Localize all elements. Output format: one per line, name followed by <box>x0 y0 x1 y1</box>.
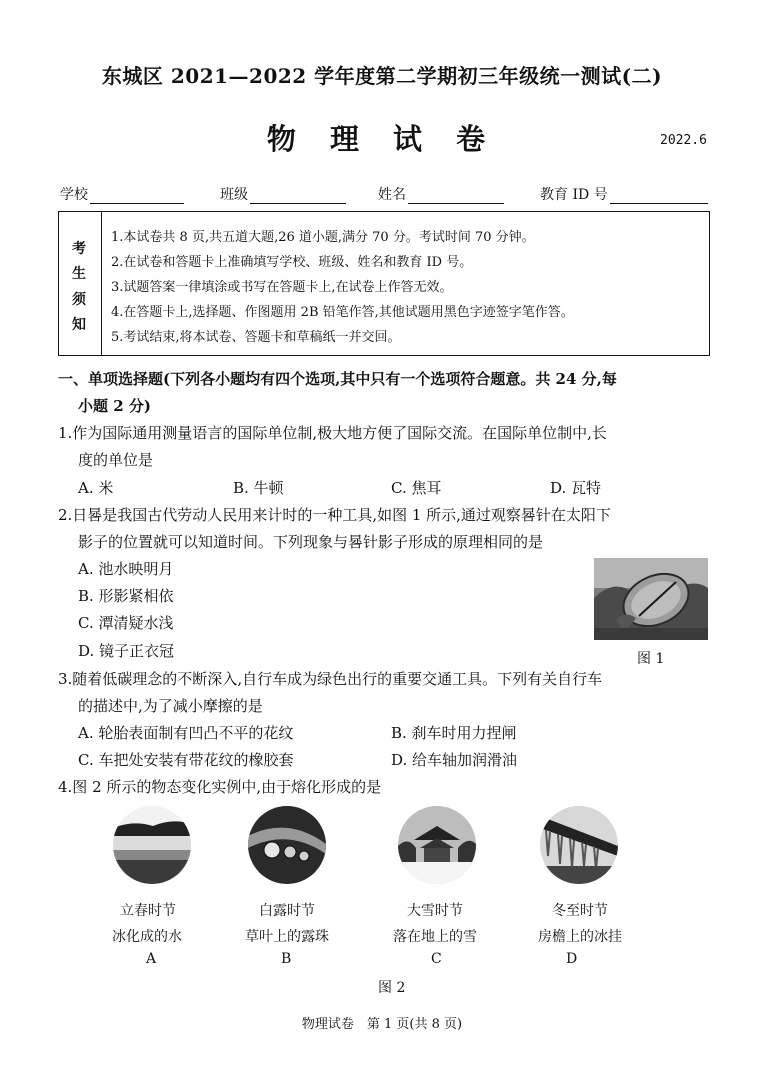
question-3-text: 3.随着低碳理念的不断深入,自行车成为绿色出行的重要交通工具。下列有关自行车 <box>58 670 603 688</box>
notice-item: 4.在答题卡上,选择题、作图题用 2B 铅笔作答,其他试题用黑色字迹签字笔作答。 <box>111 305 574 320</box>
class-field[interactable] <box>220 184 346 204</box>
exam-subtitle: 物 理 试 卷 <box>266 122 498 156</box>
section-heading-cont: 小题 2 分) <box>78 397 151 415</box>
name-field[interactable] <box>378 184 504 204</box>
notice-item: 1.本试卷共 8 页,共五道大题,26 道小题,满分 70 分。考试时间 70 分钟。 <box>111 230 535 245</box>
class-label: 班级 <box>220 187 248 203</box>
exam-date: 2022.6 <box>660 133 707 148</box>
pic-a-caption-1: 立春时节 <box>120 903 176 919</box>
question-4-text: 4.图 2 所示的物态变化实例中,由于熔化形成的是 <box>58 778 382 796</box>
pic-d-caption-1: 冬至时节 <box>552 903 608 919</box>
q1-option-b[interactable]: B. 牛顿 <box>233 479 284 497</box>
sundial-photo <box>594 558 708 640</box>
school-blank[interactable] <box>90 188 184 204</box>
notice-label-char: 考 <box>72 241 86 257</box>
photo-b-illustration <box>248 806 326 884</box>
figure-2-caption: 图 2 <box>378 980 406 996</box>
edu-id-label: 教育 ID 号 <box>540 187 608 203</box>
edu-id-field[interactable] <box>540 184 708 204</box>
question-2-text: 2.日晷是我国古代劳动人民用来计时的一种工具,如图 1 所示,通过观察晷针在太阳下 <box>58 506 611 524</box>
notice-label <box>59 212 102 355</box>
question-1-text-cont: 度的单位是 <box>78 451 154 469</box>
q3-option-c[interactable]: C. 车把处安装有带花纹的橡胶套 <box>78 751 294 769</box>
q2-option-a[interactable]: A. 池水映明月 <box>78 560 174 578</box>
q1-option-d[interactable]: D. 瓦特 <box>550 479 602 497</box>
q3-option-d[interactable]: D. 给车轴加润滑油 <box>391 751 518 769</box>
notice-label-char: 须 <box>72 292 86 308</box>
q3-option-a[interactable]: A. 轮胎表面制有凹凸不平的花纹 <box>78 724 294 742</box>
photo-b-dew-drops <box>248 806 326 884</box>
q2-option-b[interactable]: B. 形影紧相依 <box>78 587 174 605</box>
pic-d-letter: D <box>566 951 578 967</box>
q2-option-c[interactable]: C. 潭清疑水浅 <box>78 614 174 632</box>
notice-item: 2.在试卷和答题卡上准确填写学校、班级、姓名和教育 ID 号。 <box>111 255 473 270</box>
pic-d-caption-2: 房檐上的冰挂 <box>538 929 622 945</box>
figure-1-caption: 图 1 <box>637 651 665 667</box>
notice-label-char: 知 <box>72 317 86 333</box>
pic-a-letter: A <box>146 951 157 967</box>
school-label: 学校 <box>60 187 88 203</box>
question-1-text: 1.作为国际通用测量语言的国际单位制,极大地方便了国际交流。在国际单位制中,长 <box>58 424 607 442</box>
pic-b-letter: B <box>281 951 292 967</box>
name-blank[interactable] <box>408 188 504 204</box>
photo-d-illustration <box>540 806 618 884</box>
q1-option-a[interactable]: A. 米 <box>78 479 114 497</box>
notice-box <box>58 211 710 356</box>
photo-a-illustration <box>113 806 191 884</box>
question-2-text-cont: 影子的位置就可以知道时间。下列现象与晷针影子形成的原理相同的是 <box>78 533 544 551</box>
page-footer: 物理试卷 第 1 页(共 8 页) <box>301 1017 463 1032</box>
notice-item: 5.考试结束,将本试卷、答题卡和草稿纸一并交回。 <box>111 330 401 345</box>
q3-option-b[interactable]: B. 刹车时用力捏闸 <box>391 724 517 742</box>
exam-title: 东城区 2021—2022 学年度第二学期初三年级统一测试(二) <box>101 64 663 88</box>
pic-c-letter: C <box>431 951 442 967</box>
notice-item: 3.试题答案一律填涂或书写在答题卡上,在试卷上作答无效。 <box>111 280 453 295</box>
pic-b-caption-1: 白露时节 <box>259 903 315 919</box>
section-heading: 一、单项选择题(下列各小题均有四个选项,其中只有一个选项符合题意。共 24 分,每 <box>58 370 617 388</box>
class-blank[interactable] <box>250 188 346 204</box>
pic-c-caption-1: 大雪时节 <box>407 903 463 919</box>
q2-option-d[interactable]: D. 镜子正衣冠 <box>78 642 175 660</box>
question-3-text-cont: 的描述中,为了减小摩擦的是 <box>78 697 263 715</box>
school-field[interactable] <box>60 184 184 204</box>
pic-b-caption-2: 草叶上的露珠 <box>245 929 329 945</box>
sundial-illustration <box>594 558 708 640</box>
photo-a-melting-ice <box>113 806 191 884</box>
pic-a-caption-2: 冰化成的水 <box>112 929 182 945</box>
photo-c-snow-temple <box>398 806 476 884</box>
notice-label-char: 生 <box>72 266 86 282</box>
photo-d-icicles <box>540 806 618 884</box>
name-label: 姓名 <box>378 187 406 203</box>
student-info-row <box>60 184 710 204</box>
pic-c-caption-2: 落在地上的雪 <box>393 929 477 945</box>
photo-c-illustration <box>398 806 476 884</box>
edu-id-blank[interactable] <box>610 188 708 204</box>
q1-option-c[interactable]: C. 焦耳 <box>391 479 442 497</box>
